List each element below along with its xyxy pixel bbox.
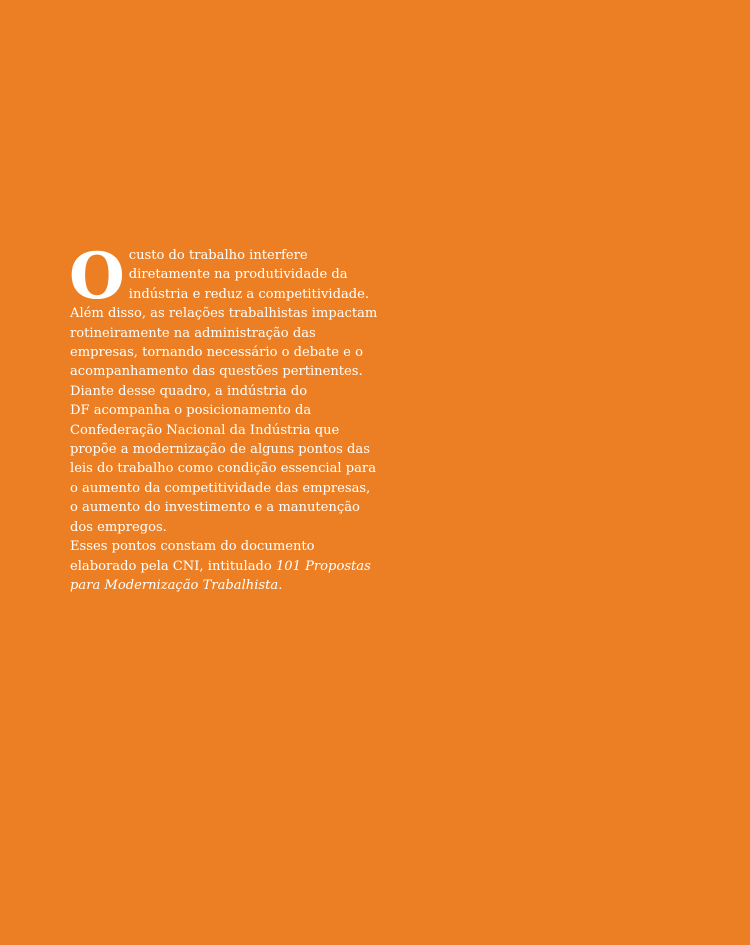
text-line-9: DF acompanha o posicionamento da: [70, 403, 312, 419]
text-line-8: Diante desse quadro, a indústria do: [70, 383, 308, 399]
text-line-17-prefix: elaborado pela CNI, intitulado: [70, 558, 276, 574]
publication-title-part-2: para Modernização Trabalhista: [70, 577, 279, 593]
text-line-11: propõe a modernização de alguns pontos das: [70, 442, 370, 458]
body-text: [69, 239, 378, 595]
text-line-10: Confederação Nacional da Indústria que: [70, 422, 340, 438]
text-line-13: o aumento da competitividade das empresas,: [70, 480, 371, 496]
text-line-14: o aumento do investimento e a manutenção: [70, 500, 360, 516]
text-line-3: indústria e reduz a competitividade.: [128, 286, 370, 302]
text-line-12: leis do trabalho como condição essencial para: [70, 461, 376, 477]
text-line-4: Além disso, as relações trabalhistas impactam: [70, 306, 378, 322]
dropcap-letter: O: [69, 239, 125, 314]
text-line-5: rotineiramente na administração das: [70, 325, 316, 341]
text-line-18-suffix: .: [278, 577, 283, 593]
text-line-6: empresas, tornando necessário o debate e o: [70, 345, 363, 361]
text-line-17: [70, 557, 370, 576]
text-line-1: custo do trabalho interfere: [128, 248, 308, 263]
text-line-18: [70, 576, 370, 595]
publication-title-part-1: 101 Propostas: [275, 558, 371, 574]
text-line-7: acompanhamento das questões pertinentes.: [70, 364, 363, 380]
text-line-15: dos empregos.: [70, 519, 167, 535]
text-line-16: Esses pontos constam do documento: [70, 539, 315, 555]
text-line-2: diretamente na produtividade da: [128, 267, 348, 283]
